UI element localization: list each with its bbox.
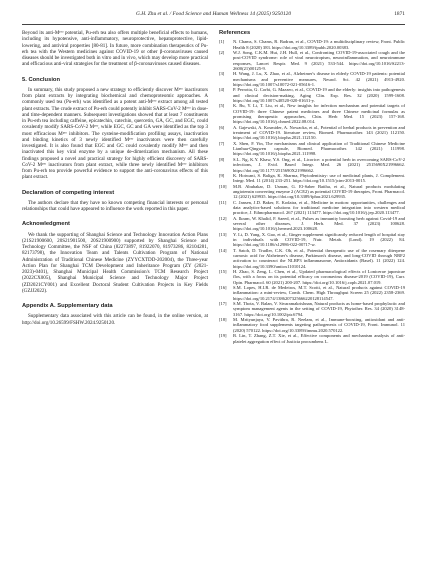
reference-item bbox=[219, 301, 405, 317]
reference-item bbox=[219, 157, 405, 173]
reference-number: [18] bbox=[219, 317, 227, 323]
journal-citation: G.H. Zhu et al. / Food Science and Human Wellness 14 (2025) 9250120 bbox=[135, 11, 292, 17]
acknowledgment-heading: Acknowledgment bbox=[22, 221, 70, 228]
reference-text: W.J. Song, C.K.M. Hui, J.H. Hull, et al., Confronting COVID-19-associated cough and the post-COVID syndrome: role of viral neurotropism, neuroinflammation, and neuroimmune responses, Lancet Respir. Med. 9 (2021) 533-544. https://doi.org/10.1016/S2213-2600(21)00125-9. bbox=[233, 49, 405, 71]
body-paragraph: Beyond its anti-Mᵖʳᵒ potential, Pu-erh tea also offers multiple beneficial effects to humans, including its hypotensive, anti-inflammatory, neuroprotective, hepatoprotective, lipid-lowering, and antiviral properties [80-81]. In future, more combination therapeutics of Pu-erh tea with the Western medicines against COVID-19 or other β-coronaviruses caused diseases should be investigated both in vitro and in vivo, which may develop more practical and efficacious anti-viral strategies for the treatment of β-coronaviruses caused diseases. bbox=[22, 30, 208, 68]
reference-item bbox=[219, 216, 405, 232]
reference-item bbox=[219, 71, 405, 87]
reference-number: [12] bbox=[219, 215, 227, 221]
reference-text: Y. Li, D. Yang, X. Gao, et al., Ginger supplement significantly reduced length of hospital stay in individuals with COVID-19, Nutr. Metab. (Lond). 19 (2022) 84. https://doi.org/10.1186/s12986-022-00717-w. bbox=[233, 231, 405, 248]
reference-number: [13] bbox=[219, 231, 227, 237]
reference-text: A. Ikram, W. Khalid, F. Saeed, et al., Pulses as immunity boosting herb against Covid-19 and several other diseases, J. Herb. Med. 37 (2023) 100628. https://doi.org/10.1016/j.hermed.2023.100628. bbox=[233, 215, 405, 232]
reference-text: P. Perrotta, G. Corbi, G. Mazzeo, et al., COVID-19 and the elderly: insights into pathogenesis and clinical decision-making, Aging Clin. Exp. Res. 32 (2020) 1599-1608. https://doi.org/10.1007/s40520-020-01631-y. bbox=[233, 87, 405, 104]
reference-item bbox=[219, 232, 405, 248]
reference-item bbox=[219, 39, 405, 50]
reference-text: S.L. Ng, K.Y. Khaw, Y.S. Ong, et al., Licorice: a potential herb in overcoming SARS-CoV-2 infections, J. Evid. Based Integr. Med. 26 (2021) 2515690X21996662. https://doi.org/10.1177/2515690X21996662. bbox=[233, 156, 405, 173]
reference-item bbox=[219, 200, 405, 216]
reference-item bbox=[219, 269, 405, 285]
intro-continuation bbox=[22, 30, 208, 68]
appendix-heading: Appendix A. Supplementary data bbox=[22, 303, 113, 309]
reference-item bbox=[219, 333, 405, 344]
acknowledgment-paragraph: We thank the supporting of Shanghai Science and Technology Innovation Action Plans (21S21900600, 20S21901500, 20S21900900) supported by Shanghai Science and Technology Committee, the NSF of China (82273897, 81922070, 81973286, 82104281, 82173798), the Innovation Team and Talents Cultivation Program of National Administration of Traditional Chinese Medicine (ZYYCXTDD-202004), the Three-year Action Plan for Shanghai TCM Development and Inheritance Program (ZY (2021-2023)-0401), Shanghai Municipal Health Commission's TCM Research Project (2022CX005), Shanghai Municipal Science and Technology Major Project (ZD2021CY001) and Excellent Doctoral Student Cultivation Projects in Key Fields (GZJJ2022). bbox=[22, 231, 208, 294]
reference-text: K. Hotwani, S. Baliga, K. Sharma, Phytodentistry: use of medicinal plants, J. Complement. Integr. Med. 11 (2014) 233-251. https://doi.org/10.1515/jcim-2013-0015. bbox=[233, 172, 405, 184]
reference-number: [6] bbox=[219, 124, 225, 130]
reference-item bbox=[219, 50, 405, 71]
reference-text: H. Zhao, S. Zeng, L. Chen, et al., Updated pharmacological effects of Lonicerae japonicae flos, with a focus on its potential efficacy on coronavirus disease-2019 (COVID-19), Curr. Opin. Pharmacol. 60 (2021) 200-207. https://doi.org/10.1016/j.coph.2021.07.019. bbox=[233, 269, 405, 285]
reference-number: [7] bbox=[219, 140, 225, 146]
reference-text: A. Gajewski, A. Kosmider, A. Nowacka, et al., Potential of herbal products in prevention and treatment of COVID-19. literature review, Biomed. Pharmacother. 143 (2021) 112150. https://doi.org/10.1016/j.biopha.2021.112150. bbox=[233, 124, 405, 141]
left-column bbox=[22, 30, 208, 326]
reference-number: [16] bbox=[219, 285, 227, 291]
running-header bbox=[22, 10, 405, 22]
reference-number: [19] bbox=[219, 333, 227, 339]
competing-interest-paragraph: The authors declare that they have no known competing financial interests or personal relationships that could have appeared to influence the work reported in this paper. bbox=[22, 199, 208, 212]
header-rule bbox=[22, 24, 405, 25]
reference-item bbox=[219, 141, 405, 157]
reference-item bbox=[219, 103, 405, 124]
references-heading: References bbox=[219, 30, 251, 36]
reference-number: [3] bbox=[219, 71, 225, 77]
reference-item bbox=[219, 184, 405, 200]
page-number: 1871 bbox=[394, 11, 405, 17]
reference-list bbox=[219, 39, 405, 344]
reference-item bbox=[219, 248, 405, 269]
reference-item bbox=[219, 173, 405, 184]
reference-text: N. Chams, S. Chams, R. Badran, et al., COVID-19: a multidisciplinary review, Front. Public Health 8 (2020) 383. https://doi.org/10.3389/fpubh.2020.00383. bbox=[233, 39, 405, 50]
competing-interest-heading: Declaration of competing interest bbox=[22, 189, 115, 196]
reference-number: [2] bbox=[219, 49, 225, 55]
reference-number: [11] bbox=[219, 199, 227, 205]
reference-number: [9] bbox=[219, 172, 225, 178]
reference-text: K. Bu, Y. Li, T. Liu, et al., New insights for infection mechanism and potential targets of COVID-19: three Chinese patent medicines and three Chinese medicinal formulas as promising therapeutic approaches, Chin. Herb Med. 15 (2023) 157-168. https://doi.org/10.1016/j.chmed.2022.08.014. bbox=[233, 103, 405, 125]
reference-number: [14] bbox=[219, 247, 227, 253]
reference-item bbox=[219, 317, 405, 333]
reference-text: T. Satoh, D. Trudler, C.K. Oh, et al., Potential therapeutic use of the rosemary diterpene carnosic acid for Alzheimer's disease, Parkinson's disease, and long-COVID through NRF2 activation to counteract the NLRP3 inflammasome, Antioxidants (Basel). 11 (2022) 124. https://doi.org/10.3390/antiox11010124. bbox=[233, 247, 405, 269]
reference-number: [8] bbox=[219, 156, 225, 162]
reference-text: X. Shen, F. Yin, The mechanisms and clinical application of Traditional Chinese Medicine Lianhua-Qingwen capsule, Biomed. Pharmacother. 142 (2021) 111998. https://doi.org/10.1016/j.biopha.2021.111998. bbox=[233, 140, 405, 157]
reference-number: [5] bbox=[219, 103, 225, 109]
appendix-paragraph: Supplementary data associated with this article can be found, in the online version, at http://doi.org/10.26599/FSHW.2024.9250120. bbox=[22, 313, 208, 326]
reference-item bbox=[219, 87, 405, 103]
reference-number: [4] bbox=[219, 87, 225, 93]
reference-item bbox=[219, 125, 405, 141]
reference-text: S.M. Thota, V. Balan, V. Sivaramakrishnan, Natural products as home-based prophylactic and symptom management agents in the setting of COVID-19, Phytother. Res. 34 (2020) 3148-3167. https://doi.org/10.1002/ptr.6794. bbox=[233, 301, 405, 317]
reference-text: S.M. Lopes, H.I.R. de Medeiros, M.T. Scotti, et al., Natural products against COVID-19 inflammation: a mini-review, Comb. Chem. High Throughput Screen 25 (2022) 2358-2369. https://doi.org/10.2174/1386207325666220128114547. bbox=[233, 285, 405, 301]
conclusion-paragraph: In summary, this study proposed a new strategy to efficiently discover Mᵖʳᵒ inactivators from plant extracts by integrating biochemical and chemoproteomic approaches. A commonly used tea (Pu-erh) was identified as a potent anti-Mᵖʳᵒ extract among all tested plant extracts. The crude extract of Pu-erh could potently inhibit SARS-CoV-2 Mᵖʳᵒ in dose- and time-dependent manners. Subsequent investigations showed that at least 7 constituents in Pu-erh tea including caffeine, epicatechin, catechin, quercetin, GA, GC, and EGC, could covalently modify SARS-CoV-2 Mᵖʳᵒ, while EGC, GC and GA were identified as the top 3 most efficacious Mᵖʳᵒ inhibitors. The cysteine-modification profiling assays, inactivation and binding kinetics of 3 newly identified Mᵖʳᵒ inactivators were then carefully investigated. It is also found that EGC and GC could covalently modify Mᵖʳᵒ and then inactivated this key viral enzyme by a unique de-dimerization mechanism. All these findings proposed a novel and practical strategy for highly efficient discovery of SARS-CoV-2 Mᵖʳᵒ inactivators from plant extract, while three newly identified Mᵖʳᵒ inhibitors from Pu-erh tea provide powerful evidence to support the anti-coronavirus effects of this plant extract. bbox=[22, 86, 208, 181]
reference-text: M.B. Abubakar, D. Usman, G. El-Saber Batiha, et al., Natural products modulating angiotensin converting enzyme 2 (ACE2) as potential COVID-19 therapies, Front. Pharmacol. 12 (2021) 629935. https://doi.org/10.3389/fphar.2021.629935. bbox=[233, 183, 405, 200]
conclusion-heading: 5. Conclusion bbox=[22, 76, 61, 83]
reference-text: M. Mrityunjaya, V. Pavithra, R. Neelam, et al., Immune-boosting, antioxidant and anti-inflammatory food supplements targeting pathogenesis of COVID-19, Front. Immunol. 11 (2020) 570122. https://doi.org/10.3389/fimmu.2020.570122. bbox=[233, 317, 405, 333]
reference-number: [15] bbox=[219, 269, 227, 275]
reference-item bbox=[219, 285, 405, 301]
reference-number: [10] bbox=[219, 183, 227, 189]
reference-text: B. Lin, T. Zhang, Z.T. Xie, et al., Effective components and mechanism analysis of anti-platelet aggregation effect of Justicia procumbens L. bbox=[233, 333, 405, 344]
reference-number: [1] bbox=[219, 39, 225, 45]
reference-text: H. Wang, J. Lu, X. Zhao, et al., Alzheimer's disease in elderly COVID-19 patients: potential mechanisms and preventive measures, Neurol. Sci. 42 (2021) 4913-4920. https://doi.org/10.1007/s10072-021-05616-1. bbox=[233, 71, 405, 87]
reference-text: C. Jansen, J.D. Baker, E. Kodaira, et al., Medicine in motion: opportunities, challenges and data analytics-based solutions for traditional medicine integration into western medical practice, J. Ethnopharmacol. 267 (2021) 113477. https://doi.org/10.1016/j.jep.2020.113477. bbox=[233, 199, 405, 216]
reference-number: [17] bbox=[219, 301, 227, 307]
references-column bbox=[219, 30, 405, 344]
